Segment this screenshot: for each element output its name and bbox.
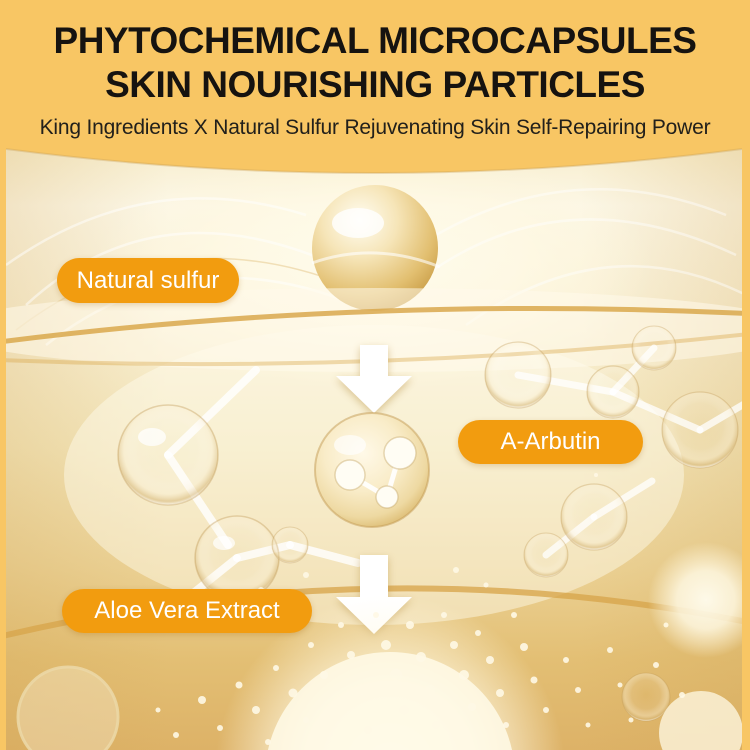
header xyxy=(0,0,750,140)
center-capsule xyxy=(315,413,429,527)
sphere-highlight xyxy=(332,208,384,238)
ingredient-label-text: Natural sulfur xyxy=(76,266,220,294)
ingredient-label-aloe-vera-extract xyxy=(62,589,312,633)
ingredient-label-text: Aloe Vera Extract xyxy=(94,597,280,624)
ingredient-label-text: A-Arbutin xyxy=(500,428,601,455)
ingredient-label-natural-sulfur xyxy=(57,258,239,303)
ingredient-label-a-arbutin xyxy=(458,420,643,464)
center-capsule-highlight xyxy=(334,435,366,455)
left-ring-bubble xyxy=(18,667,118,750)
page-title-line1: PHYTOCHEMICAL MICROCAPSULES xyxy=(53,20,697,61)
page-subtitle: King Ingredients X Natural Sulfur Rejuvenating Skin Self-Repairing Power xyxy=(39,116,711,139)
right-bubble xyxy=(622,673,670,721)
page-title-line2: SKIN NOURISHING PARTICLES xyxy=(105,64,645,105)
